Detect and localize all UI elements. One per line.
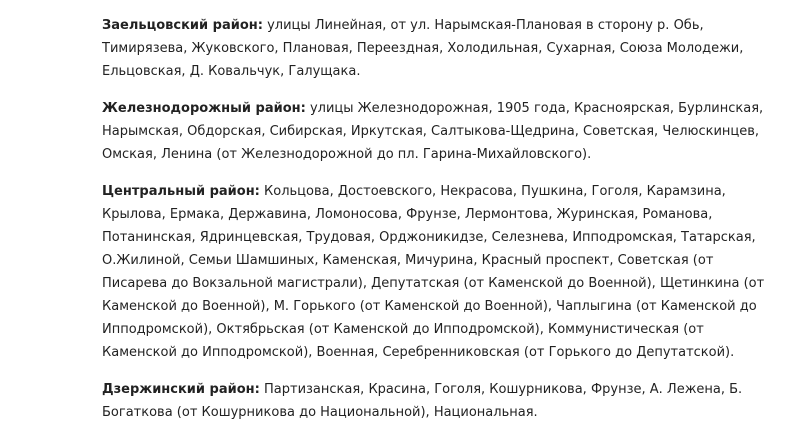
street-line: Ипподромской), Октябрьская (от Каменской до Ипподромской), Коммунистическая (от bbox=[102, 322, 704, 337]
street-line: Партизанская, Красина, Гоголя, Кошурникова, Фрунзе, А. Лежена, Б. bbox=[264, 382, 743, 397]
district-zaeltsovsky bbox=[102, 14, 792, 83]
district-name: Заельцовский район: bbox=[102, 18, 263, 33]
district-name: Дзержинский район: bbox=[102, 382, 260, 397]
street-line: Омская, Ленина (от Железнодорожной до пл. Гарина-Михайловского). bbox=[102, 147, 592, 162]
street-line: Крылова, Ермака, Державина, Ломоносова, Фрунзе, Лермонтова, Журинская, Романова, bbox=[102, 207, 713, 222]
district-dzerzhinsky bbox=[102, 378, 792, 424]
street-line: Нарымская, Обдорская, Сибирская, Иркутская, Салтыкова-Щедрина, Советская, Челюскинцев, bbox=[102, 124, 760, 139]
street-line: Тимирязева, Жуковского, Плановая, Переездная, Холодильная, Сухарная, Союза Молодежи, bbox=[102, 41, 744, 56]
street-line: Каменской до Военной), М. Горького (от Каменской до Военной), Чаплыгина (от Каменской до bbox=[102, 299, 757, 314]
street-line: О.Жилиной, Семьи Шамшиных, Каменская, Мичурина, Красный проспект, Советская (от bbox=[102, 253, 714, 268]
district-name: Центральный район: bbox=[102, 184, 260, 199]
street-line: Каменской до Ипподромской), Военная, Серебренниковская (от Горького до Депутатской). bbox=[102, 345, 735, 360]
district-name: Железнодорожный район: bbox=[102, 101, 306, 116]
street-line: Ельцовская, Д. Ковальчук, Галущака. bbox=[102, 64, 361, 79]
street-line: улицы Железнодорожная, 1905 года, Красноярская, Бурлинская, bbox=[309, 101, 764, 116]
street-line: Богаткова (от Кошурникова до Национальной), Национальная. bbox=[102, 405, 538, 420]
street-line: улицы Линейная, от ул. Нарымская-Плановая в сторону р. Обь, bbox=[267, 18, 704, 33]
district-zheleznodorozhny bbox=[102, 97, 792, 166]
street-line: Кольцова, Достоевского, Некрасова, Пушкина, Гоголя, Карамзина, bbox=[264, 184, 726, 199]
street-line: Писарева до Вокзальной магистрали), Депутатская (от Каменской до Военной), Щетинкина (от bbox=[102, 276, 765, 291]
street-line: Потанинская, Ядринцевская, Трудовая, Орджоникидзе, Селезнева, Ипподромская, Татарская, bbox=[102, 230, 756, 245]
district-streets-article bbox=[102, 14, 792, 438]
district-tsentralny bbox=[102, 180, 792, 364]
